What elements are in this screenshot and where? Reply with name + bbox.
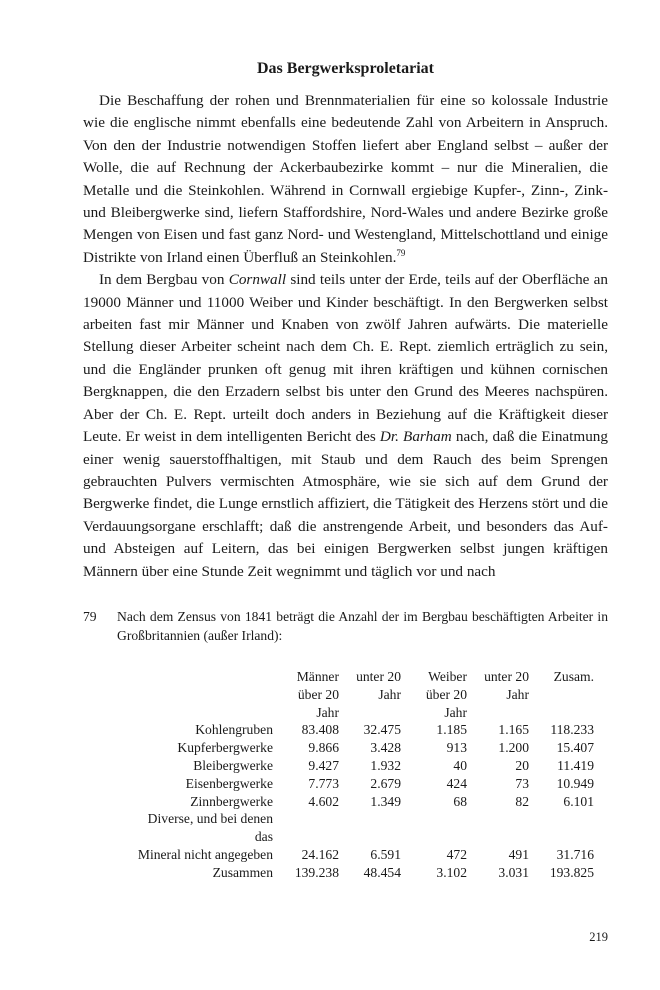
table-row-total — [117, 864, 594, 882]
mining-census-table — [117, 668, 594, 882]
footnote — [83, 607, 608, 882]
table-cell: 83.408 — [301, 722, 339, 738]
table-row — [117, 721, 594, 739]
table-cell: 20 — [515, 757, 529, 773]
column-header-men-under-20: unter 20 Jahr — [356, 668, 401, 702]
table-cell: 48.454 — [363, 864, 401, 880]
row-label: Bleibergwerke — [193, 757, 273, 773]
table-cell: 1.932 — [370, 757, 401, 773]
table-cell: 82 — [515, 793, 529, 809]
table-row — [117, 757, 594, 775]
table-cell: 6.591 — [370, 846, 401, 862]
paragraph-1-text: Die Beschaffung der rohen und Brennmaterialien für eine so kolossale Industrie wie die englische nimmt ebenfalls eine bedeutende Zahl von Arbeitern in Anspruch. Von den der Industrie notwendigen Stoffen liefert aber England selbst – außer der Wolle, die auf Rechnung der Ackerbaubezirke kommt – nur die Mineralien, die Metalle und die Steinkohlen. Während in Cornwall ergiebige Kupfer-, Zinn-, Zink- und Bleibergwerke sind, liefern Staffordshire, Nord-Wales und andere Bezirke große Mengen von Eisen und fast ganz Nord- und Westengland, Mittelschottland und einige Distrikte von Irland einen Überfluß an Steinkohlen. — [83, 92, 608, 266]
table-cell: 9.427 — [308, 757, 339, 773]
table-cell: 31.716 — [556, 846, 594, 862]
chapter-heading: Das Bergwerksproletariat — [257, 60, 434, 77]
table-row — [117, 810, 594, 863]
table-cell: 3.102 — [436, 864, 467, 880]
row-label: Zinnbergwerke — [190, 793, 273, 809]
table-cell: 472 — [446, 846, 467, 862]
table-cell: 1.349 — [370, 793, 401, 809]
table-cell: 1.165 — [498, 722, 529, 738]
table-row — [117, 775, 594, 793]
table-cell: 73 — [515, 775, 529, 791]
footnote-reference[interactable]: 79 — [396, 247, 406, 258]
table-cell: 68 — [453, 793, 467, 809]
table-cell: 491 — [508, 846, 529, 862]
footnote-number: 79 — [83, 608, 97, 624]
paragraph-1 — [83, 90, 608, 269]
column-header-total: Zusam. — [553, 668, 594, 684]
table-cell: 1.200 — [498, 740, 529, 756]
body-text — [83, 90, 608, 583]
table-cell: 424 — [446, 775, 467, 791]
page-number: 219 — [589, 930, 608, 944]
paragraph-2-text-b: sind teils unter der Erde, teils auf der Oberfläche an 19000 Männer und 11000 Weiber und Kinder beschäftigt. In den Bergwerken selbst arbeiten fast mir Männer und Knaben von zwölf Jahren aufwärts. Die materielle Stellung dieser Arbeiter scheint nach dem Ch. E. Rept. ziemlich erträglich zu sein, und die Engländer prunken oft genug mit ihren kräftigen und kühnen cornischen Bergknappen, die den Erzadern selbst bis unter den Grund des Meeres nachspüren. Aber der Ch. E. Rept. urteilt doch anders in Beziehung auf die Kräftigkeit dieser Leute. Er weist in dem intelligenten Bericht des — [83, 271, 608, 446]
table-cell: 1.185 — [436, 722, 467, 738]
table-header-row — [117, 668, 594, 721]
row-label: Diverse, und bei denen das Mineral nicht angegeben — [137, 811, 273, 862]
table-cell: 913 — [446, 740, 467, 756]
table-row — [117, 739, 594, 757]
table-cell: 2.679 — [370, 775, 401, 791]
table-row — [117, 793, 594, 811]
paragraph-2-emphasis-cornwall: Cornwall — [228, 271, 287, 289]
row-label: Eisenbergwerke — [185, 775, 273, 791]
table-cell: 193.825 — [549, 864, 594, 880]
table-cell: 139.238 — [294, 864, 339, 880]
paragraph-2 — [83, 269, 608, 583]
paragraph-2-emphasis-barham: Dr. Barham — [379, 428, 452, 446]
footnote-text: Nach dem Zensus von 1841 beträgt die Anzahl der im Bergbau beschäftigten Arbeiter in Großbritannien (außer Irland): — [117, 608, 608, 644]
row-label: Kohlengruben — [195, 722, 273, 738]
table-cell: 3.031 — [498, 864, 529, 880]
table-cell: 3.428 — [370, 740, 401, 756]
table-cell: 118.233 — [550, 722, 594, 738]
page — [83, 58, 608, 882]
row-label: Kupferbergwerke — [177, 740, 273, 756]
table-cell: 6.101 — [563, 793, 594, 809]
column-header-women-under-20: unter 20 Jahr — [484, 668, 529, 702]
paragraph-2-text-c: nach, daß die Einatmung einer wenig sauerstoffhaltigen, mit Staub und dem Rauch des beim Sprengen gebrauchten Pulvers vermischten Atmosphäre, wie sie sich auf dem Grund der Bergwerke findet, die Lunge ernstlich affiziert, die Tätigkeit des Herzens stört und die Verdauungsorgane erschlafft; daß die anstrengende Arbeit, und besonders das Auf- und Absteigen auf Leitern, das bei einigen Bergwerken selbst jungen kräftigen Männern über eine Stunde Zeit wegnimmt und täglich vor und nach — [83, 428, 608, 580]
row-label: Zusammen — [212, 864, 273, 880]
table-cell: 4.602 — [308, 793, 339, 809]
table-cell: 24.162 — [301, 846, 339, 862]
table-cell: 7.773 — [308, 775, 339, 791]
table-cell: 10.949 — [556, 775, 594, 791]
table-cell: 40 — [453, 757, 467, 773]
table-cell: 32.475 — [363, 722, 401, 738]
paragraph-2-text-a: In dem Bergbau von — [99, 271, 229, 289]
column-header-women-over-20: Weiber über 20 Jahr — [425, 668, 467, 720]
table-cell: 15.407 — [556, 740, 594, 756]
table-cell: 11.419 — [557, 757, 594, 773]
table-cell: 9.866 — [308, 740, 339, 756]
column-header-men-over-20: Männer über 20 Jahr — [296, 668, 339, 720]
